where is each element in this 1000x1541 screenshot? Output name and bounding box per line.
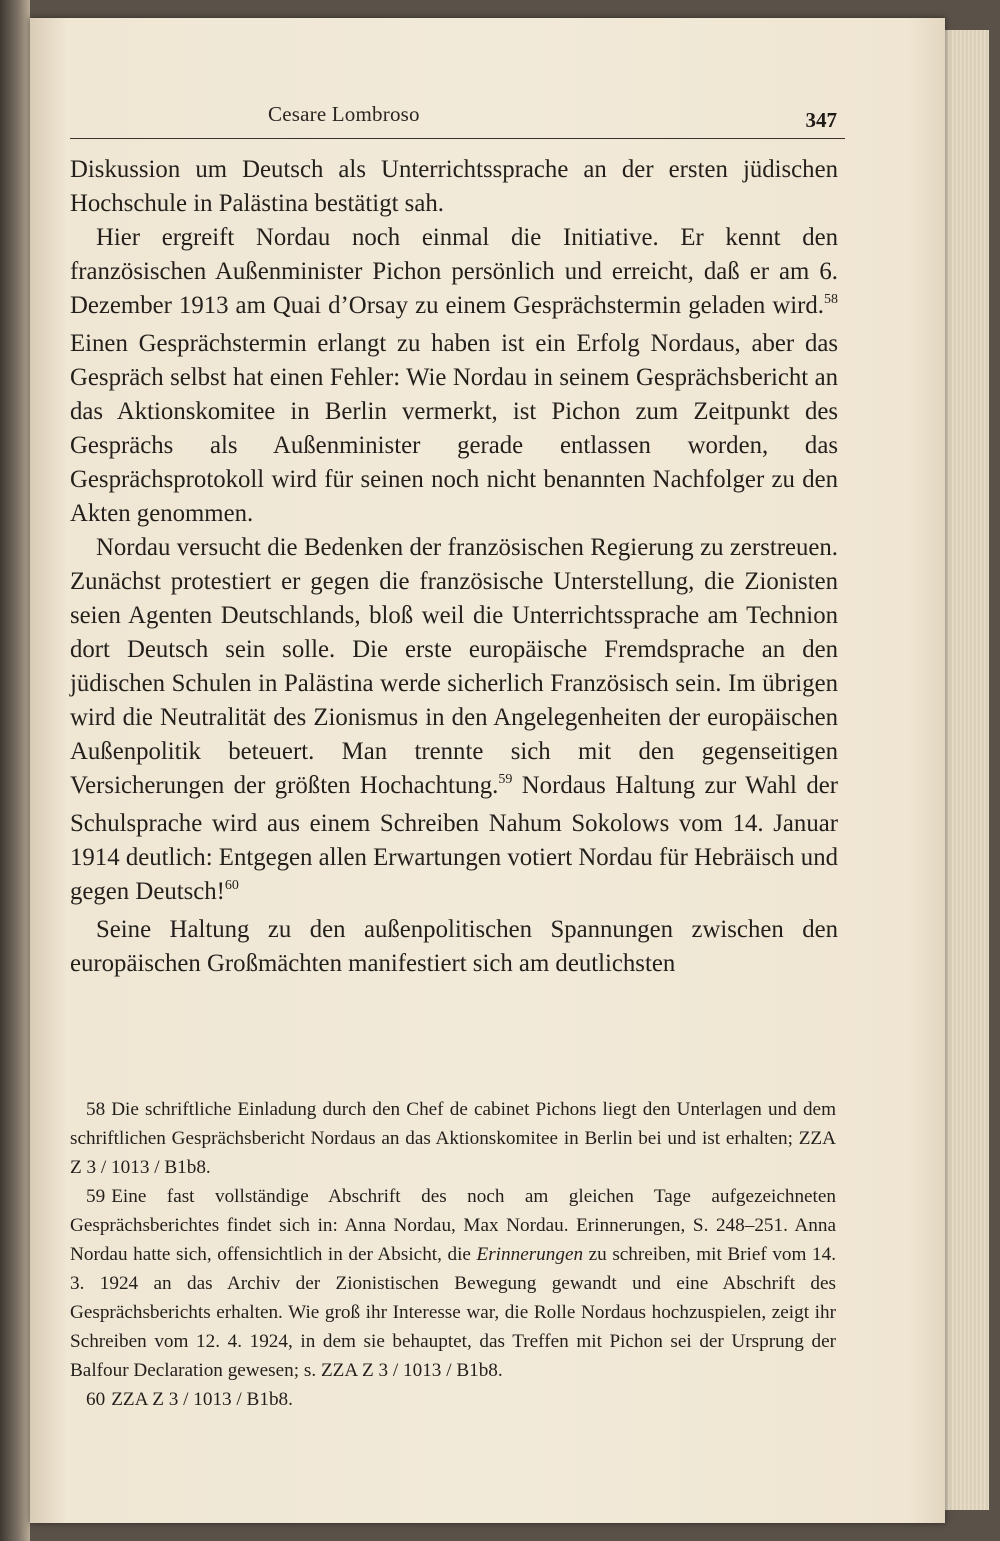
main-text [70,153,838,981]
footnote-italic-title: Erinnerungen [476,1244,584,1265]
footnote-ref-58: 58 [824,292,838,307]
running-header [70,86,845,139]
running-title: Cesare Lombroso [268,102,420,126]
paragraph-3-text-a: Nordau versucht die Bedenken der französischen Regierung zu zerstreuen. Zunächst protestiert er gegen die französische Unterstellung, die Zionisten seien Agenten Deutschlands, bloß weil die Unterrichtssprache am Technion dort Deutsch sein solle. Die erste europäische Fremdsprache an den jüdischen Schulen in Palästina werde sicherlich Französisch sein. Im übrigen wird die Neutralität des Zionismus in den Angelegenheiten der europäischen Außenpolitik beteuert. Man trennte sich mit den gegenseitigen Versicherungen der größten Hochachtung. [70,534,838,799]
footnotes [70,1095,836,1414]
book-spine-shadow [0,0,30,1541]
footnote-59 [70,1182,836,1385]
paragraph-2-text-a: Hier ergreift Nordau noch einmal die Initiative. Er kennt den französischen Außenminister Pichon persönlich und erreicht, daß er am 6. Dezember 1913 am Quai d’Orsay zu einem Gesprächstermin geladen wird. [70,224,838,319]
page-number: 347 [805,108,837,132]
paragraph-3-text-b: Nordaus Haltung zur Wahl der Schulsprache wird aus einem Schreiben Nahum Sokolows vom 14. Januar 1914 deutlich: Entgegen allen Erwartungen votiert Nordau für Hebräisch und gegen Deutsch! [70,772,838,905]
footnote-60 [70,1385,836,1414]
footnote-number: 58 [86,1099,106,1120]
paragraph-1 [70,153,838,221]
page-edge-stack [940,30,989,1510]
footnote-ref-60: 60 [224,878,239,893]
paragraph-3 [70,531,838,913]
footnote-number: 60 [86,1389,106,1410]
footnote-58 [70,1095,836,1182]
paragraph-4-text: Seine Haltung zu den außenpolitischen Spannungen zwischen den europäischen Großmächten manifestiert sich am deutlichsten [70,916,838,977]
footnote-ref-59: 59 [498,772,513,787]
paragraph-2 [70,221,838,531]
paragraph-1-text: Diskussion um Deutsch als Unterrichtssprache an der ersten jüdischen Hochschule in Palästina bestätigt sah. [70,156,838,217]
footnote-number: 59 [86,1186,106,1207]
paragraph-4 [70,913,838,981]
footnote-text: Die schriftliche Einladung durch den Chef de cabinet Pichons liegt den Unterlagen und dem schriftlichen Gesprächsbericht Nordaus an das Aktionskomitee in Berlin bei und ist erhalten; ZZA Z 3 / 1013 / B1b8. [70,1099,836,1178]
footnote-text-a: Eine fast vollständige Abschrift des noch am gleichen Tage aufgezeichneten Gesprächsberichtes findet sich in: Anna Nordau, Max Nordau. Erinnerungen, S. 248–251. Anna Nordau hatte sich, offensichtlich in der Absicht, die [70,1186,836,1265]
footnote-text-b: zu schreiben, mit Brief vom 14. 3. 1924 an das Archiv der Zionistischen Bewegung gewandt und eine Abschrift des Gesprächsberichts erhalten. Wie groß ihr Interesse war, die Rolle Nordaus hochzuspielen, zeigt ihr Schreiben vom 12. 4. 1924, in dem sie behauptet, das Treffen mit Pichon sei der Ursprung der Balfour Declaration gewesen; s. ZZA Z 3 / 1013 / B1b8. [70,1244,836,1381]
book-page [30,18,945,1523]
paragraph-2-text-b: Einen Gesprächstermin erlangt zu haben ist ein Erfolg Nordaus, aber das Gespräch selbst hat einen Fehler: Wie Nordau in seinem Gesprächsbericht an das Aktionskomitee in Berlin vermerkt, ist Pichon zum Zeitpunkt des Gesprächs als Außenminister gerade entlassen worden, das Gesprächsprotokoll wird für seinen noch nicht benannten Nachfolger zu den Akten genommen. [70,330,838,527]
footnote-text: ZZA Z 3 / 1013 / B1b8. [111,1389,293,1410]
